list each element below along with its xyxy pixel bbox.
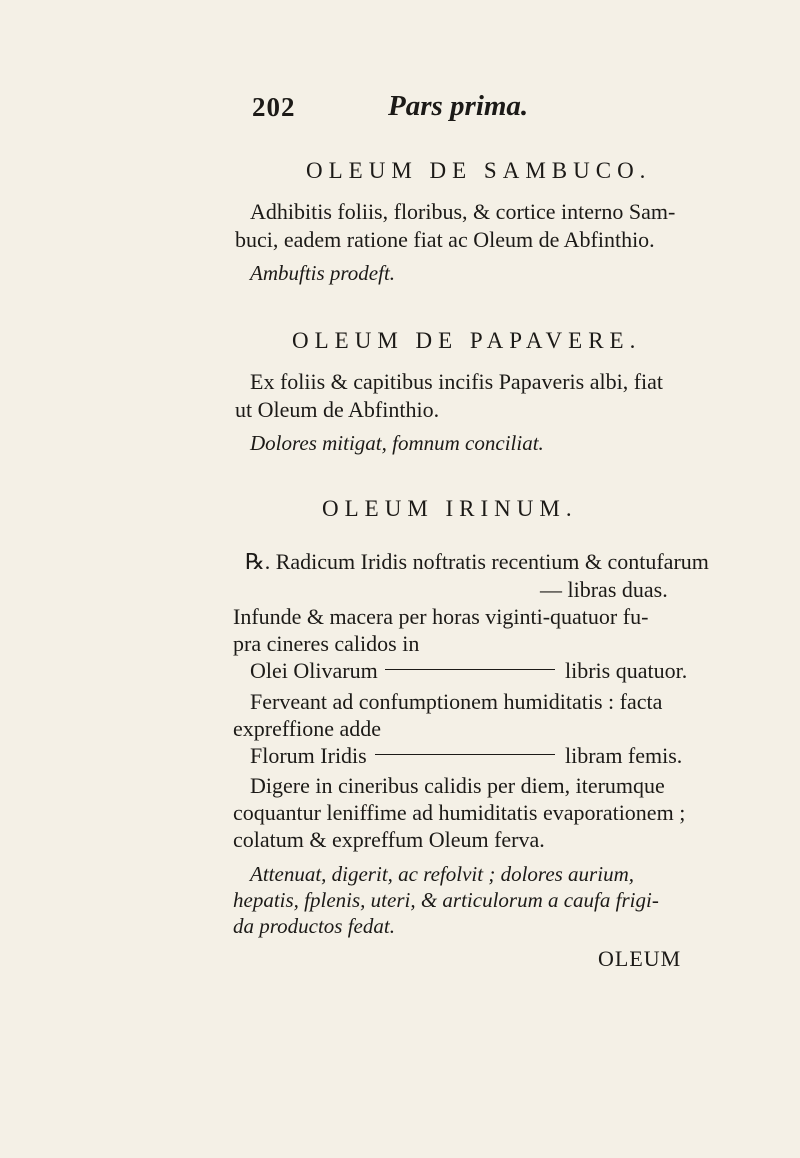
leader-rule [385, 669, 555, 670]
recipe-line: pra cineres calidos in [233, 631, 420, 656]
text-line: Ex foliis & capitibus incifis Papaveris albi, fiat [250, 369, 664, 394]
recipe-line: Infunde & macera per horas viginti-quatuor fu- [233, 604, 649, 629]
text-line: Adhibitis foliis, floribus, & cortice interno Sam- [250, 199, 676, 224]
recipe-ingredient: Olei Olivarum [250, 658, 378, 683]
recipe-line: Digere in cineribus calidis per diem, iterumque [250, 773, 665, 798]
recipe-line: coquantur leniffime ad humiditatis evaporationem ; [233, 800, 686, 825]
text-line: ut Oleum de Abfinthio. [235, 397, 440, 422]
recipe-line: Ferveant ad confumptionem humiditatis : facta [250, 689, 663, 714]
running-title: Pars prima. [388, 90, 529, 122]
recipe-line: expreffione adde [233, 716, 382, 741]
catchword: OLEUM [598, 946, 682, 971]
virtue-line: Ambuftis prodeft. [250, 261, 396, 285]
recipe-line: — libras duas. [540, 577, 668, 602]
recipe-ingredient: Florum Iridis [250, 743, 367, 768]
recipe-line: ℞. Radicum Iridis noftratis recentium & contufarum [245, 549, 709, 574]
recipe-line: colatum & expreffum Oleum ferva. [233, 827, 545, 852]
page-number: 202 [252, 92, 296, 122]
virtue-line: Dolores mitigat, fomnum conciliat. [250, 431, 544, 455]
leader-rule [375, 754, 555, 755]
virtue-line: hepatis, fplenis, uteri, & articulorum a caufa frigi- [233, 888, 659, 912]
section-heading-papavere: OLEUM DE PAPAVERE. [292, 328, 642, 353]
recipe-quantity: libris quatuor. [565, 658, 688, 683]
text-line: buci, eadem ratione fiat ac Oleum de Abfinthio. [235, 227, 655, 252]
virtue-line: da productos fedat. [233, 914, 395, 938]
section-heading-irinum: OLEUM IRINUM. [322, 496, 578, 521]
virtue-line: Attenuat, digerit, ac refolvit ; dolores aurium, [250, 862, 634, 886]
section-heading-sambuco: OLEUM DE SAMBUCO. [306, 158, 652, 183]
recipe-quantity: libram femis. [565, 743, 683, 768]
